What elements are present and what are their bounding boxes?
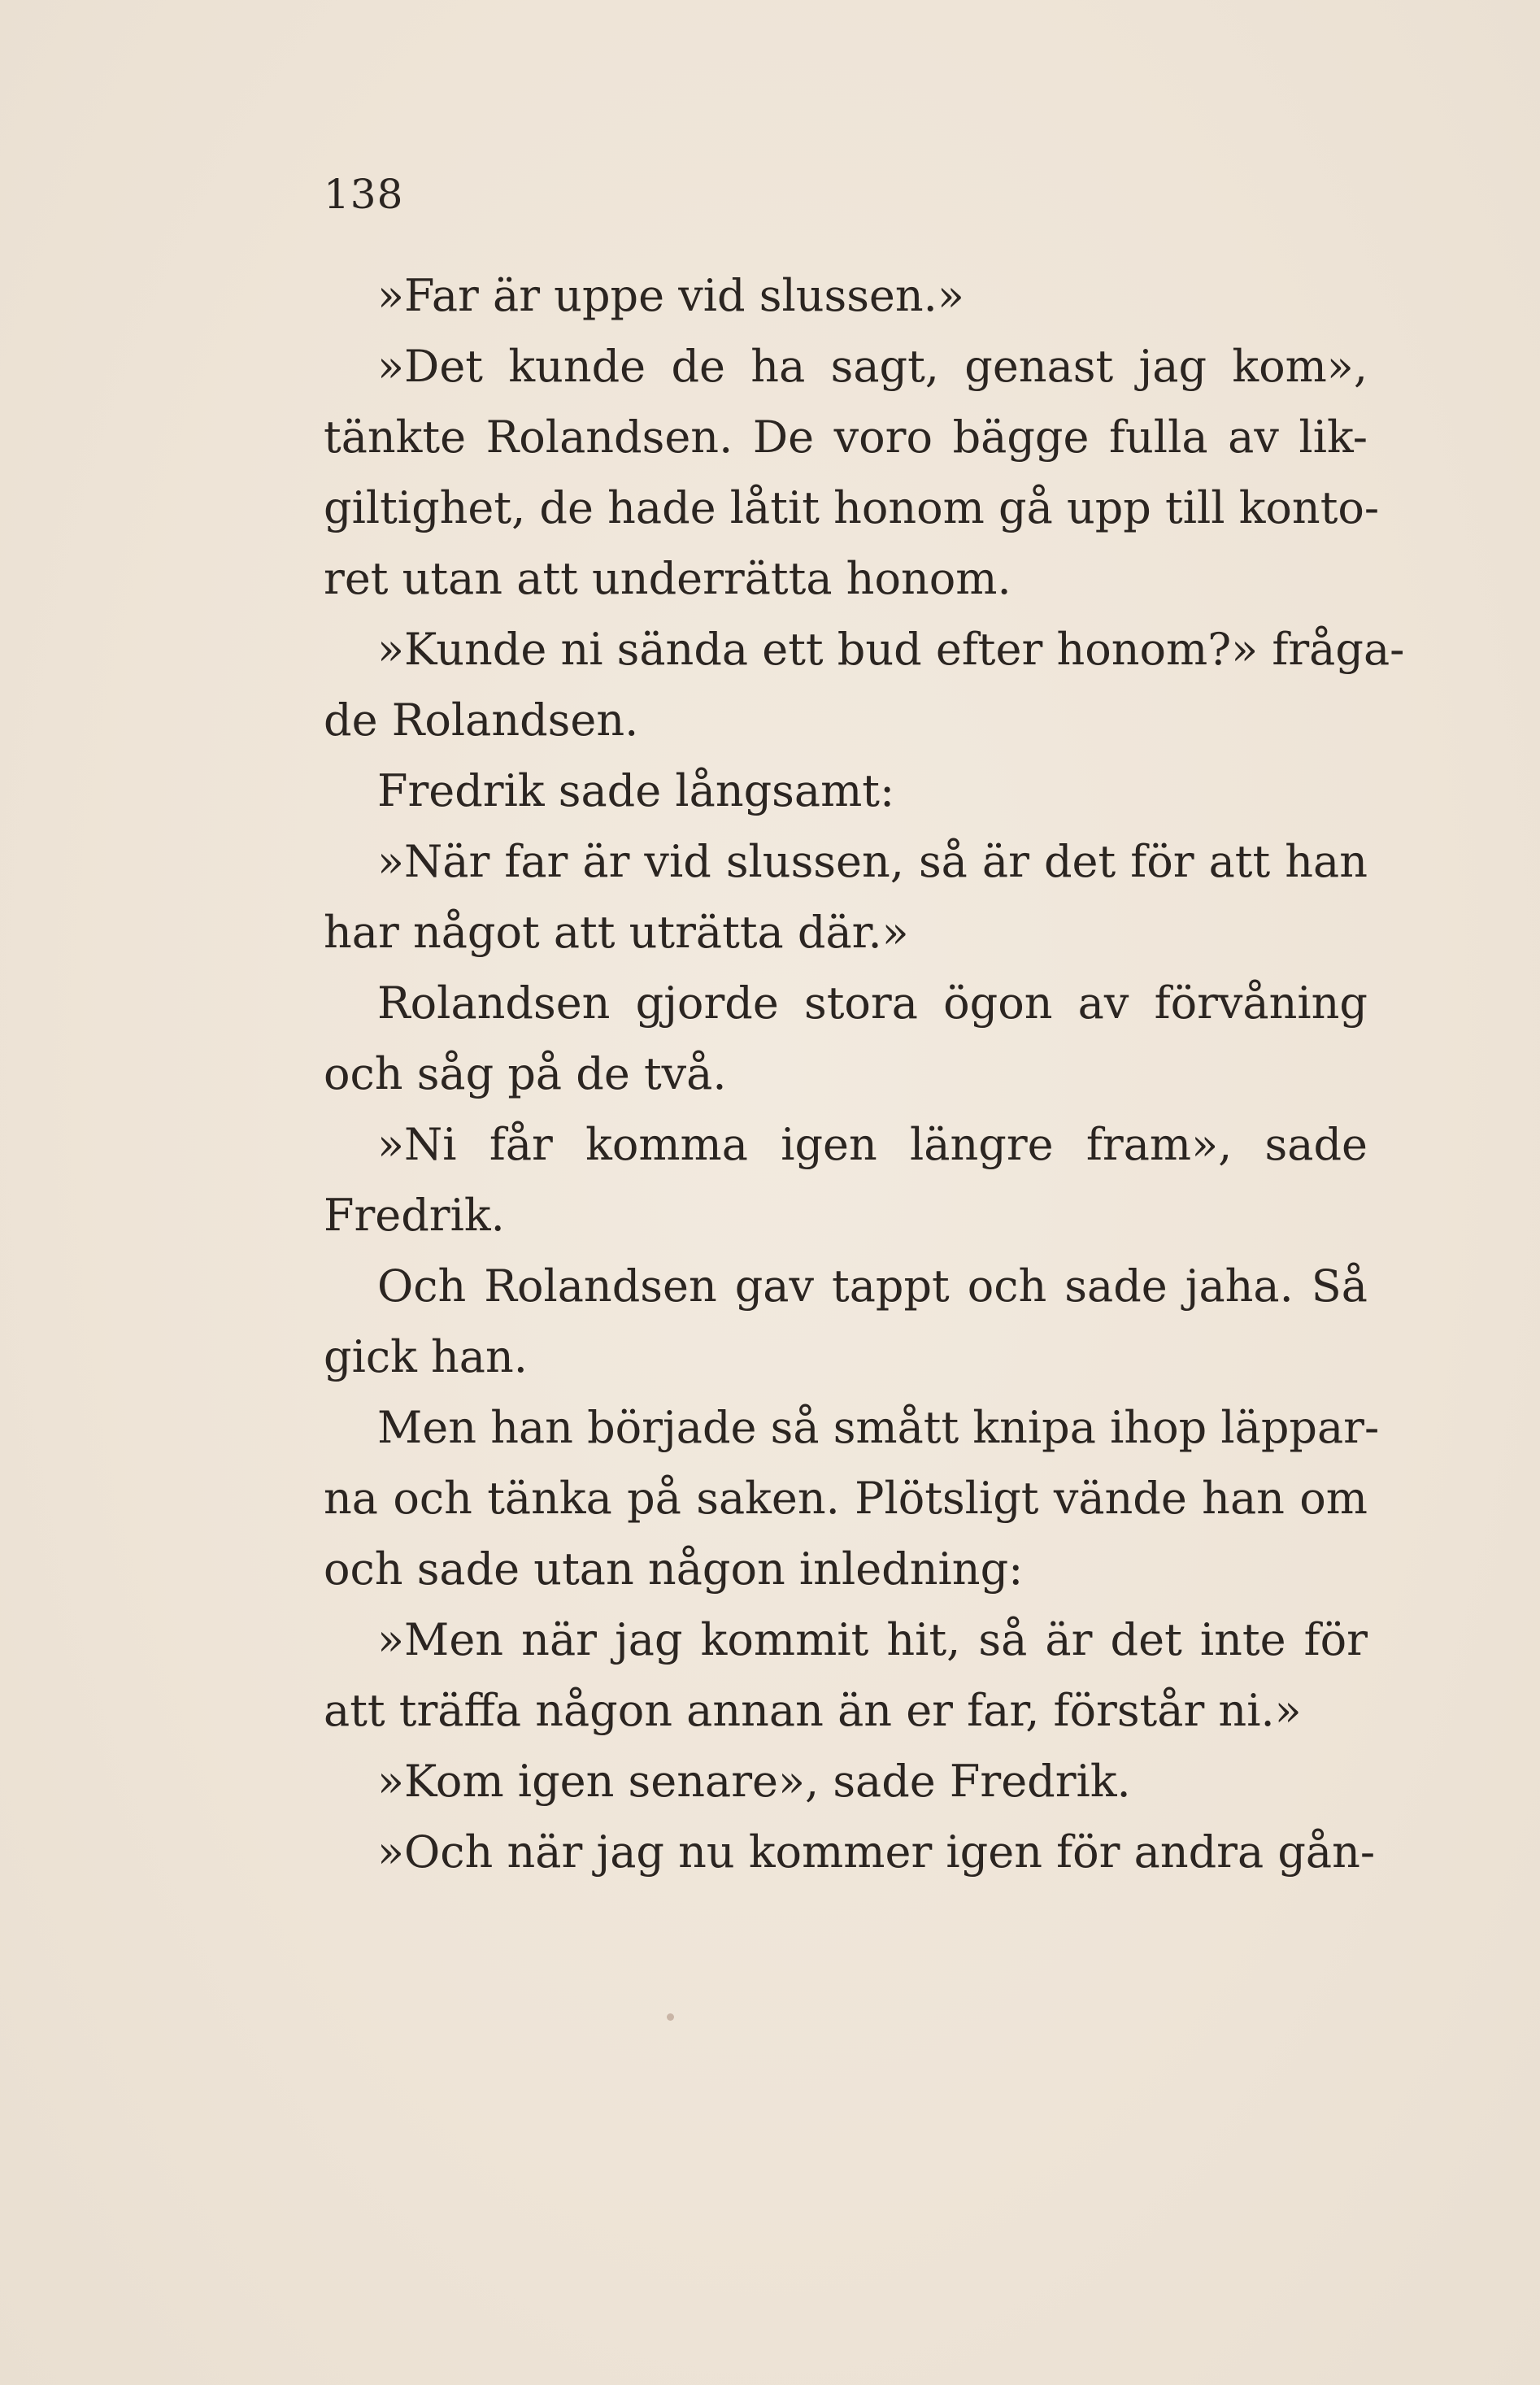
text-line: Men han började så smått knipa ihop läppar- xyxy=(377,1402,1380,1453)
text-line: giltighet, de hade låtit honom gå upp till konto- xyxy=(324,482,1380,533)
text-line: Rolandsen gjorde stora ögon av förvåning xyxy=(377,977,1368,1029)
text-line: Fredrik. xyxy=(324,1190,505,1241)
text-line: och såg på de två. xyxy=(324,1048,727,1099)
text-line: »Ni får komma igen längre fram», sade xyxy=(377,1119,1368,1170)
text-line: ret utan att underrätta honom. xyxy=(324,553,1011,604)
text-line: gick han. xyxy=(324,1331,528,1382)
text-line: Och Rolandsen gav tappt och sade jaha. Så xyxy=(377,1260,1368,1312)
text-line: att träffa någon annan än er far, förstår ni.» xyxy=(324,1685,1302,1736)
text-line: de Rolandsen. xyxy=(324,694,639,746)
text-line: »Men när jag kommit hit, så är det inte för xyxy=(377,1614,1368,1665)
text-line: och sade utan någon inledning: xyxy=(324,1543,1024,1595)
text-line: »Far är uppe vid slussen.» xyxy=(377,270,964,321)
paper-speck xyxy=(667,2013,674,2021)
page-number: 138 xyxy=(324,171,404,218)
text-line: »Kunde ni sända ett bud efter honom?» fråga- xyxy=(377,624,1405,675)
text-line: »När far är vid slussen, så är det för att han xyxy=(377,836,1368,887)
text-line: Fredrik sade långsamt: xyxy=(377,765,895,816)
text-line: »Kom igen senare», sade Fredrik. xyxy=(377,1756,1131,1807)
text-line: na och tänka på saken. Plötsligt vände han om xyxy=(324,1473,1368,1524)
text-line: »Det kunde de ha sagt, genast jag kom», xyxy=(377,341,1368,392)
text-line: har något att uträtta där.» xyxy=(324,907,909,958)
text-line: tänkte Rolandsen. De voro bägge fulla av lik- xyxy=(324,411,1368,463)
text-line: »Och när jag nu kommer igen för andra gån- xyxy=(377,1826,1376,1878)
body-text xyxy=(324,260,1405,1887)
